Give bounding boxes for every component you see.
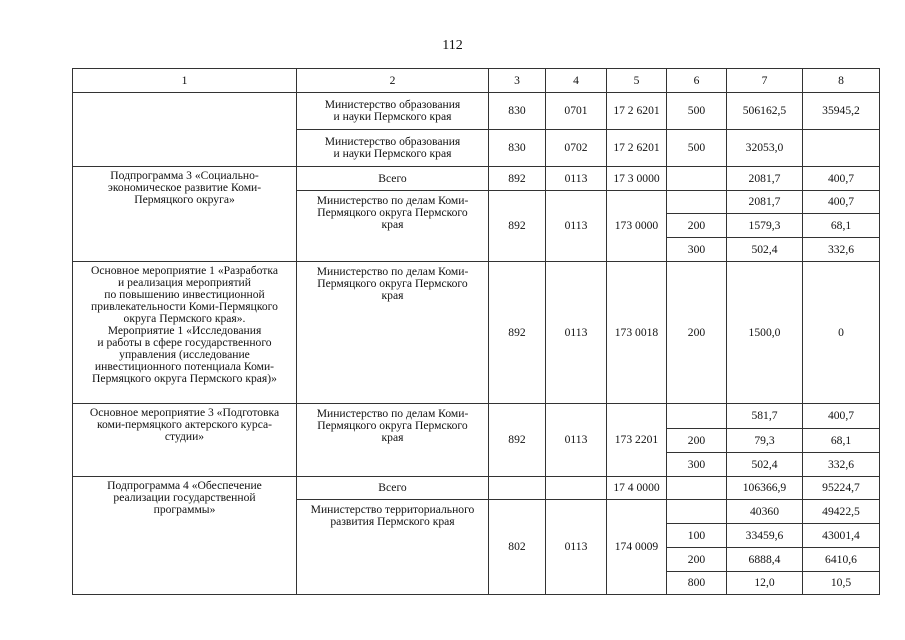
header-cell: 2 [297, 69, 489, 93]
program-name-cell: Основное мероприятие 1 «Разработка и реализация мероприятий по повышению инвестиционной привлекательности Коми-Пермяцкого округа Пермского края». Мероприятие 1 «Исследования и работы в сфере государственного управления (исследование инвестиционного потенциала Коми- Пермяцкого округа Пермского края)» [73, 262, 297, 404]
expense-type-cell: 500 [667, 93, 727, 130]
table-row [73, 167, 880, 191]
amount-cell: 32053,0 [727, 130, 803, 167]
table-row [73, 404, 880, 429]
section-cell [546, 477, 607, 500]
amount-cell: 2081,7 [727, 191, 803, 214]
target-article-cell: 173 2201 [607, 404, 667, 477]
code-cell: 830 [489, 93, 546, 130]
amount-cell: 68,1 [803, 429, 880, 453]
amount-cell: 6888,4 [727, 548, 803, 572]
empty-cell [73, 93, 297, 167]
code-cell: 830 [489, 130, 546, 167]
amount-cell: 40360 [727, 500, 803, 524]
amount-cell: 400,7 [803, 191, 880, 214]
code-cell: 802 [489, 500, 546, 595]
recipient-cell: Министерство образования и науки Пермского края [297, 93, 489, 130]
page-number: 112 [442, 38, 463, 53]
code-cell: 892 [489, 404, 546, 477]
recipient-cell: Министерство территориального развития Пермского края [297, 500, 489, 595]
recipient-cell: Всего [297, 477, 489, 500]
header-cell: 7 [727, 69, 803, 93]
amount-cell: 6410,6 [803, 548, 880, 572]
program-name-cell: Подпрограмма 4 «Обеспечение реализации государственной программы» [73, 477, 297, 595]
amount-cell: 506162,5 [727, 93, 803, 130]
amount-cell: 0 [803, 262, 880, 404]
target-article-cell: 173 0018 [607, 262, 667, 404]
target-article-cell: 173 0000 [607, 191, 667, 262]
amount-cell: 332,6 [803, 453, 880, 477]
target-article-cell: 17 2 6201 [607, 130, 667, 167]
recipient-cell: Министерство по делам Коми- Пермяцкого округа Пермского края [297, 404, 489, 477]
table-row [73, 262, 880, 404]
recipient-cell: Министерство по делам Коми- Пермяцкого округа Пермского края [297, 191, 489, 262]
amount-cell: 12,0 [727, 572, 803, 595]
amount-cell: 33459,6 [727, 524, 803, 548]
header-cell: 1 [73, 69, 297, 93]
expense-type-cell: 200 [667, 429, 727, 453]
section-cell: 0702 [546, 130, 607, 167]
section-cell: 0113 [546, 262, 607, 404]
amount-cell: 79,3 [727, 429, 803, 453]
header-cell: 4 [546, 69, 607, 93]
recipient-cell: Министерство образования и науки Пермского края [297, 130, 489, 167]
amount-cell: 400,7 [803, 404, 880, 429]
budget-table [72, 68, 880, 595]
code-cell: 892 [489, 167, 546, 191]
section-cell: 0113 [546, 191, 607, 262]
program-name-cell: Подпрограмма 3 «Социально- экономическое развитие Коми- Пермяцкого округа» [73, 167, 297, 262]
amount-cell: 502,4 [727, 453, 803, 477]
amount-cell: 502,4 [727, 238, 803, 262]
expense-type-cell [667, 404, 727, 429]
target-article-cell: 17 4 0000 [607, 477, 667, 500]
header-cell: 3 [489, 69, 546, 93]
target-article-cell: 174 0009 [607, 500, 667, 595]
expense-type-cell: 300 [667, 238, 727, 262]
code-cell: 892 [489, 262, 546, 404]
section-cell: 0113 [546, 404, 607, 477]
amount-cell: 2081,7 [727, 167, 803, 191]
header-row [73, 69, 880, 93]
amount-cell: 68,1 [803, 214, 880, 238]
amount-cell: 10,5 [803, 572, 880, 595]
amount-cell: 1500,0 [727, 262, 803, 404]
program-name-cell: Основное мероприятие 3 «Подготовка коми-пермяцкого актерского курса- студии» [73, 404, 297, 477]
section-cell: 0701 [546, 93, 607, 130]
amount-cell: 332,6 [803, 238, 880, 262]
table-row [73, 477, 880, 500]
amount-cell: 1579,3 [727, 214, 803, 238]
amount-cell: 581,7 [727, 404, 803, 429]
amount-cell: 43001,4 [803, 524, 880, 548]
amount-cell: 35945,2 [803, 93, 880, 130]
target-article-cell: 17 2 6201 [607, 93, 667, 130]
amount-cell: 95224,7 [803, 477, 880, 500]
table-row [73, 93, 880, 130]
amount-cell: 400,7 [803, 167, 880, 191]
section-cell: 0113 [546, 500, 607, 595]
expense-type-cell [667, 500, 727, 524]
expense-type-cell: 200 [667, 214, 727, 238]
recipient-cell: Министерство по делам Коми- Пермяцкого округа Пермского края [297, 262, 489, 404]
recipient-cell: Всего [297, 167, 489, 191]
expense-type-cell [667, 167, 727, 191]
expense-type-cell: 200 [667, 262, 727, 404]
expense-type-cell: 200 [667, 548, 727, 572]
header-cell: 5 [607, 69, 667, 93]
header-cell: 6 [667, 69, 727, 93]
expense-type-cell: 500 [667, 130, 727, 167]
code-cell: 892 [489, 191, 546, 262]
amount-cell [803, 130, 880, 167]
amount-cell: 106366,9 [727, 477, 803, 500]
expense-type-cell: 100 [667, 524, 727, 548]
code-cell [489, 477, 546, 500]
expense-type-cell: 300 [667, 453, 727, 477]
header-cell: 8 [803, 69, 880, 93]
target-article-cell: 17 3 0000 [607, 167, 667, 191]
expense-type-cell: 800 [667, 572, 727, 595]
expense-type-cell [667, 191, 727, 214]
expense-type-cell [667, 477, 727, 500]
amount-cell: 49422,5 [803, 500, 880, 524]
section-cell: 0113 [546, 167, 607, 191]
